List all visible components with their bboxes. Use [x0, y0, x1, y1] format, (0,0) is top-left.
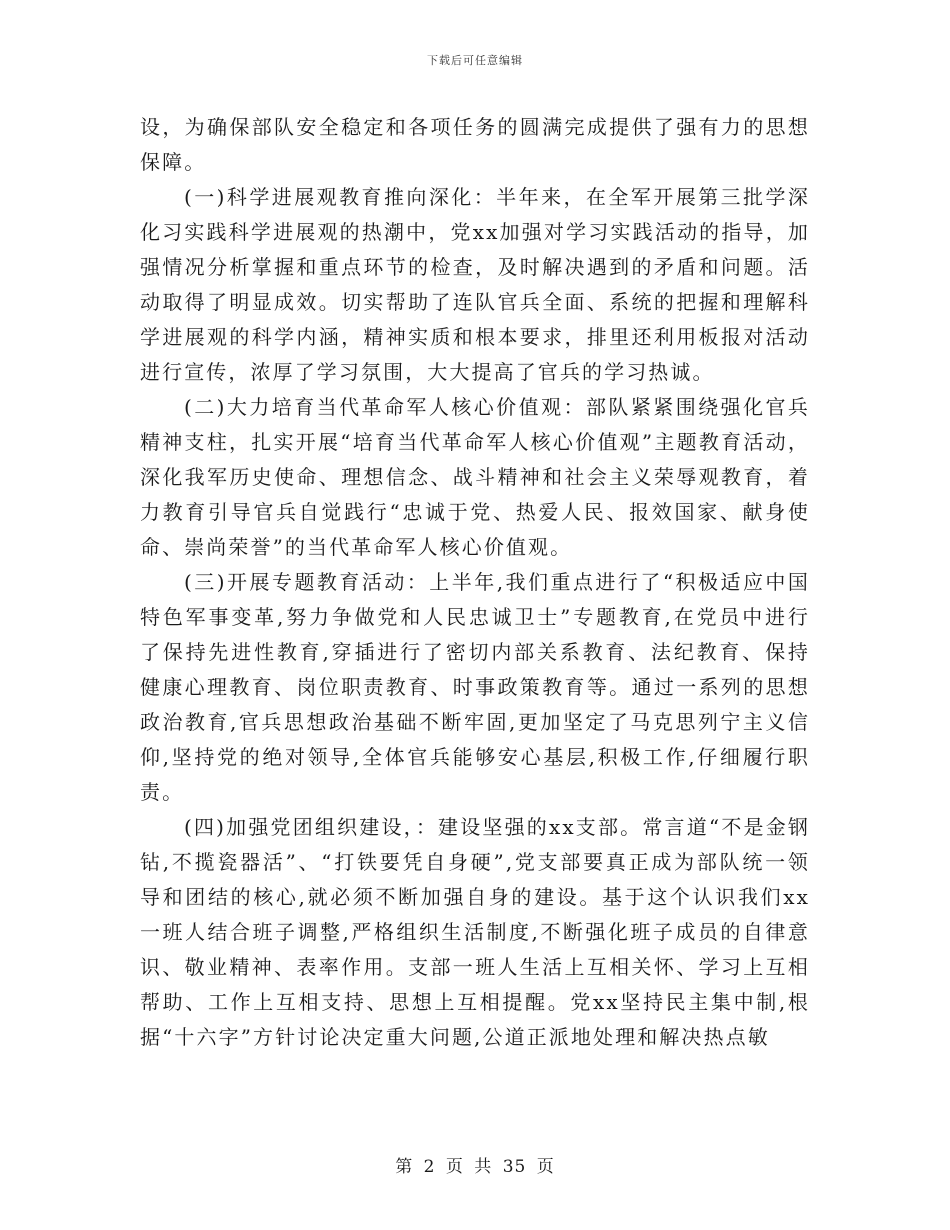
paragraph-continuation: 设，为确保部队安全稳定和各项任务的圆满完成提供了强有力的思想保障。	[140, 115, 810, 174]
page-header-note: 下载后可任意编辑	[427, 54, 523, 67]
document-body	[140, 110, 810, 1055]
paragraph-section-1: (一)科学进展观教育推向深化：半年来，在全军开展第三批学深化习实践科学进展观的热潮中，党xx加强对学习实践活动的指导，加强情况分析掌握和重点环节的检查，及时解决遇到的矛盾和问题。活动取得了明显成效。切实帮助了连队官兵全面、系统的把握和理解科学进展观的科学内涵，精神实质和根本要求，排里还利用板报对活动进行宣传，浓厚了学习氛围，大大提高了官兵的学习热诚。	[140, 185, 810, 384]
paragraph-section-3: (三)开展专题教育活动：上半年,我们重点进行了“积极适应中国特色军事变革,努力争做党和人民忠诚卫士”专题教育,在党员中进行了保持先进性教育,穿插进行了密切内部关系教育、法纪教育、保持健康心理教育、岗位职责教育、时事政策教育等。通过一系列的思想政治教育,官兵思想政治基础不断牢固,更加坚定了马克思列宁主义信仰,坚持党的绝对领导,全体官兵能够安心基层,积极工作,仔细履行职责。	[140, 570, 810, 804]
paragraph-section-4: (四)加强党团组织建设，：建设坚强的xx支部。常言道“不是金钢钻,不揽瓷器活”、“打铁要凭自身硬”,党支部要真正成为部队统一领导和团结的核心,就必须不断加强自身的建设。基于这个认识我们xx一班人结合班子调整,严格组织生活制度,不断强化班子成员的自律意识、敬业精神、表率作用。支部一班人生活上互相关怀、学习上互相帮助、工作上互相支持、思想上互相提醒。党xx坚持民主集中制,根据“十六字”方针讨论决定重大问题,公道正派地处理和解决热点敏	[140, 815, 810, 1049]
page-number-footer: 第 2 页 共 35 页	[395, 1157, 555, 1177]
paragraph-section-2: (二)大力培育当代革命军人核心价值观：部队紧紧围绕强化官兵精神支柱，扎实开展“培育当代革命军人核心价值观”主题教育活动，深化我军历史使命、理想信念、战斗精神和社会主义荣辱观教育，着力教育引导官兵自觉践行“忠诚于党、热爱人民、报效国家、献身使命、崇尚荣誉”的当代革命军人核心价值观。	[140, 395, 810, 559]
